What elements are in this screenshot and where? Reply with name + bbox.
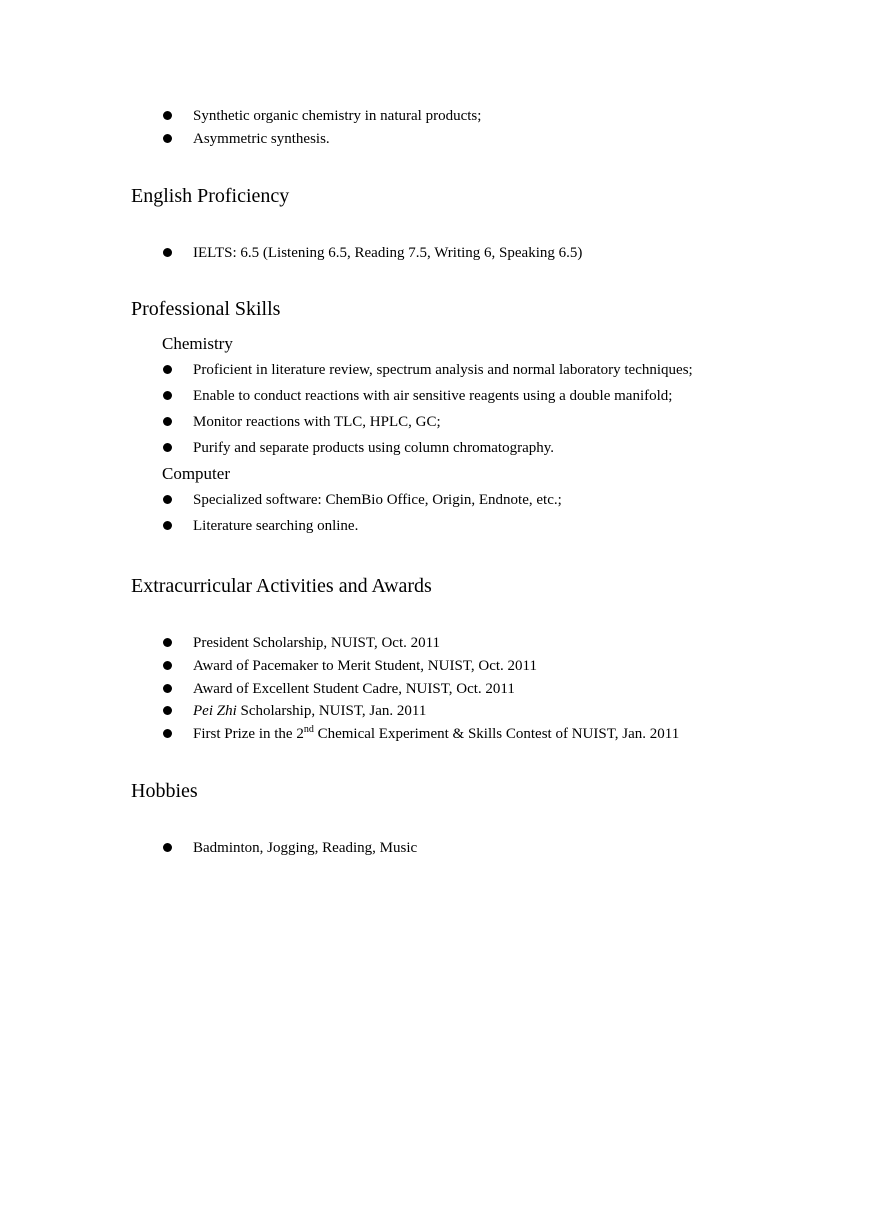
section-title-activities-awards: Extracurricular Activities and Awards [131, 575, 432, 597]
bullet-icon [163, 111, 172, 120]
bullet-icon [163, 638, 172, 647]
bullet-icon [163, 706, 172, 715]
list-item-text: Asymmetric synthesis. [193, 131, 330, 147]
subsection-title-computer: Computer [162, 464, 230, 483]
pei-zhi-italic: Pei Zhi [193, 703, 237, 719]
bullet-icon [163, 521, 172, 530]
section-title-hobbies: Hobbies [131, 780, 198, 802]
first-prize-after: Chemical Experiment & Skills Contest of NUIST, Jan. 2011 [313, 726, 680, 742]
pei-zhi-rest: Scholarship, NUIST, Jan. 2011 [236, 703, 427, 719]
list-item-text [193, 724, 679, 744]
bullet-icon [163, 391, 172, 400]
list-item-text: President Scholarship, NUIST, Oct. 2011 [193, 635, 441, 651]
bullet-icon [163, 365, 172, 374]
list-item-text: Award of Pacemaker to Merit Student, NUIST, Oct. 2011 [193, 658, 537, 674]
bullet-icon [163, 843, 172, 852]
bullet-icon [163, 495, 172, 504]
list-item-text: Literature searching online. [193, 518, 359, 534]
list-item-text: Purify and separate products using column chromatography. [193, 440, 555, 456]
subsection-title-chemistry: Chemistry [162, 334, 233, 353]
bullet-icon [163, 134, 172, 143]
list-item-text: IELTS: 6.5 (Listening 6.5, Reading 7.5, Writing 6, Speaking 6.5) [193, 245, 583, 261]
list-item-text: Proficient in literature review, spectrum analysis and normal laboratory techniques; [193, 362, 693, 378]
bullet-icon [163, 417, 172, 426]
list-item-text: Enable to conduct reactions with air sensitive reagents using a double manifold; [193, 388, 673, 404]
list-item-text: Monitor reactions with TLC, HPLC, GC; [193, 414, 441, 430]
bullet-icon [163, 443, 172, 452]
bullet-icon [163, 661, 172, 670]
section-title-professional-skills: Professional Skills [131, 298, 281, 320]
bullet-icon [163, 684, 172, 693]
first-prize-ordinal: nd [303, 724, 314, 735]
first-prize-before: First Prize in the 2 [193, 726, 304, 742]
list-item-text: Badminton, Jogging, Reading, Music [193, 840, 418, 856]
list-item-text: Synthetic organic chemistry in natural products; [193, 108, 482, 124]
list-item-text [193, 701, 426, 721]
section-title-english-proficiency: English Proficiency [131, 185, 290, 207]
list-item-text: Specialized software: ChemBio Office, Origin, Endnote, etc.; [193, 492, 562, 508]
list-item-text: Award of Excellent Student Cadre, NUIST, Oct. 2011 [193, 681, 515, 697]
bullet-icon [163, 248, 172, 257]
bullet-icon [163, 729, 172, 738]
